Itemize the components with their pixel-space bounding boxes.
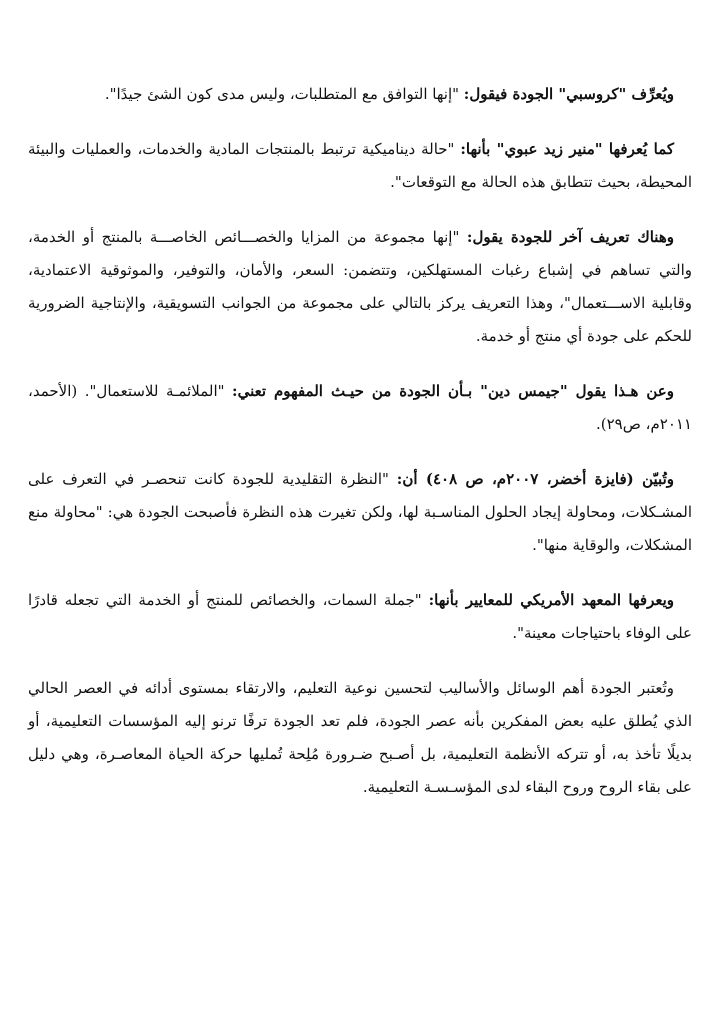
paragraph-abwi-definition <box>28 133 692 199</box>
paragraph-text: وتُعتبر الجودة أهم الوسائل والأساليب لتحسين نوعية التعليم، والارتقاء بمستوى أدائه في العصر الحالي الذي يُطلق عليه بعض المفكرين بأنه عصر الجودة، فلم تعد الجودة ترفًا ترنو إليه المؤسسات التعليمية، أو بديلًا تأخذ به، أو تتركه الأنظمة التعليمية، بل أصـبح ضـرورة مُلِحة تُمليها حركة الحياة المعاصـرة، وهي دليل على بقاء الروح وروح البقاء لدى المؤسـسـة التعليمية. <box>28 679 692 796</box>
paragraph-lead: ويُعرِّف "كروسبي" الجودة فيقول: <box>463 85 674 103</box>
paragraph-text: "حالة ديناميكية ترتبط بالمنتجات المادية والخدمات، والعمليات والبيئة المحيطة، بحيث تتطابق هذه الحالة مع التوقعات". <box>28 140 692 191</box>
paragraph-text: "إنها مجموعة من المزايا والخصـــائص الخاصـــة بالمنتج أو الخدمة، والتي تساهم في إشباع رغبات المستهلكين، وتتضمن: السعر، والأمان، والتوفير، والموثوقية الاعتمادية، وقابلية الاســـتعمال"، وهذا التعريف يركز بالتالي على مجموعة من الجوانب التسويقية، والإنتاجية الضرورية للحكم على جودة أي منتج أو خدمة. <box>28 228 692 345</box>
paragraph-text: "الملائمـة للاستعمال". (الأحمد، ٢٠١١م، ص٢٩). <box>28 382 692 433</box>
paragraph-lead: وهناك تعريف آخر للجودة يقول: <box>466 228 674 246</box>
paragraph-american-institute <box>28 584 692 650</box>
paragraph-crosby-definition <box>28 78 692 111</box>
paragraph-text: "النظرة التقليدية للجودة كانت تنحصـر في التعرف على المشـكلات، ومحاولة إيجاد الحلول المناسـبة لها، ولكن تغيرت هذه النظرة فأصبحت الجودة هي: "محاولة منع المشكلات، والوقاية منها". <box>28 470 692 554</box>
paragraph-fayza-akhdar <box>28 463 692 562</box>
paragraph-text: "جملة السمات، والخصائص للمنتج أو الخدمة التي تجعله قادرًا على الوفاء باحتياجات معينة". <box>28 591 692 642</box>
paragraph-other-definition <box>28 221 692 353</box>
paragraph-lead: ويعرفها المعهد الأمريكي للمعايير بأنها: <box>428 591 674 609</box>
paragraph-lead: وعن هـذا يقول "جيمس دين" بـأن الجودة من حيـث المفهوم تعني: <box>232 382 674 400</box>
paragraph-lead: كما يُعرفها "منير زيد عبوي" بأنها: <box>460 140 675 158</box>
paragraph-lead: وتُبيّن (فايزة أخضر، ٢٠٠٧م، ص ٤٠٨) أن: <box>396 470 674 488</box>
paragraph-james-dean-definition <box>28 375 692 441</box>
paragraph-text: "إنها التوافق مع المتطلبات، وليس مدى كون الشئ جيدًا". <box>104 85 464 103</box>
paragraph-quality-in-education <box>28 672 692 804</box>
